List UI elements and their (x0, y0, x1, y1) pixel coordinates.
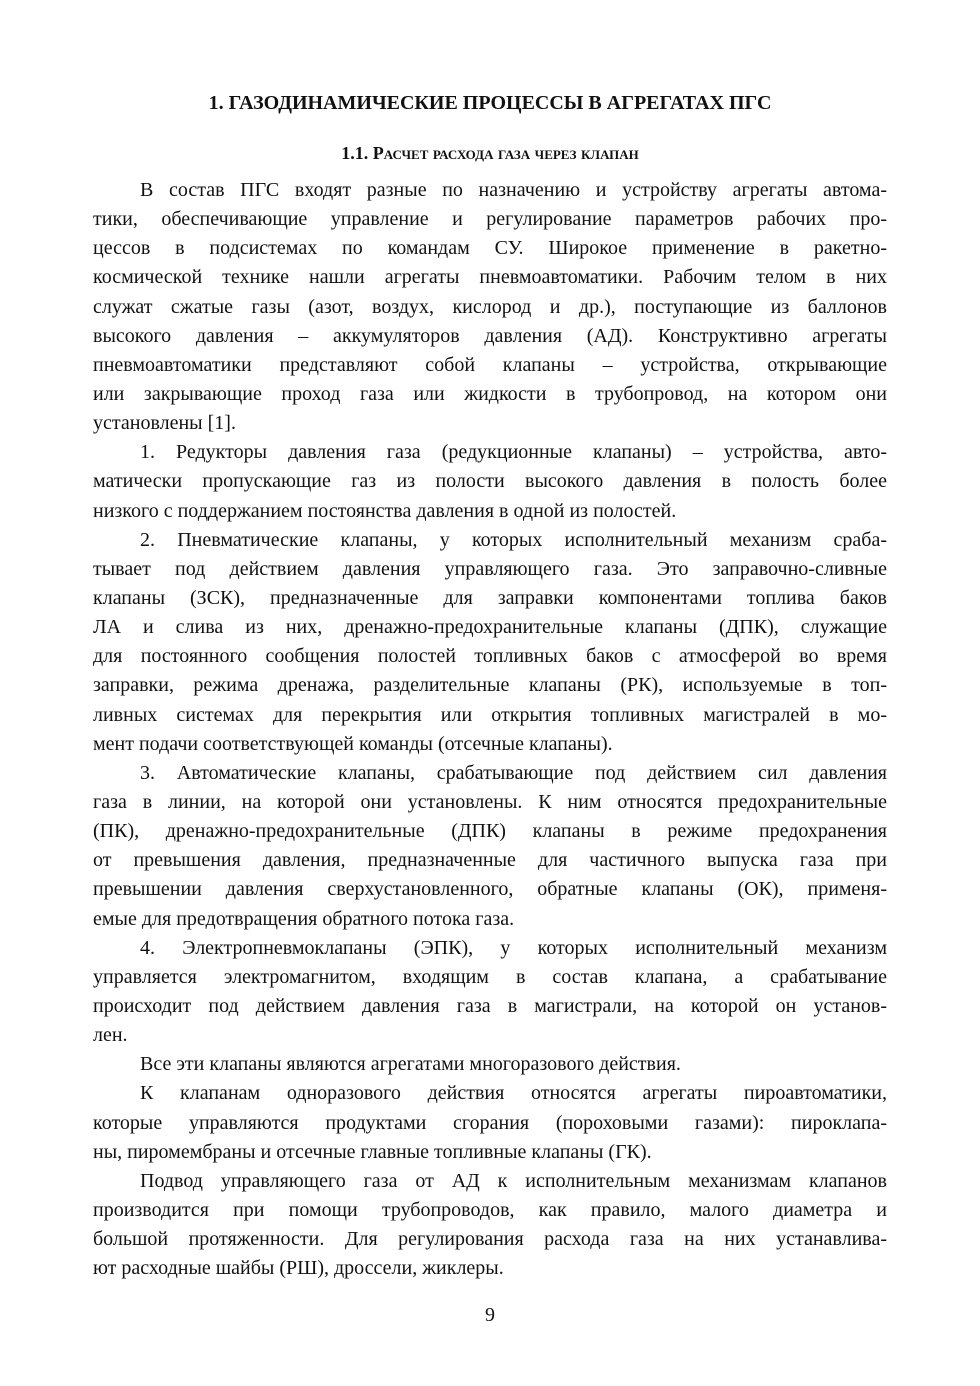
section-title: 1.1. Расчет расхода газа через клапан (341, 143, 639, 163)
paragraph-line: 3. Автоматические клапаны, срабатывающие под действием сил давления (140, 761, 887, 784)
paragraph-line: высокого давления – аккумуляторов давления (АД). Конструктивно агрегаты (93, 324, 887, 347)
paragraph-line: происходит под действием давления газа в магистрали, на которой он установ- (93, 994, 887, 1017)
paragraph-line: клапаны (ЗСК), предназначенные для заправки компонентами топлива баков (93, 586, 887, 609)
paragraph-line: мент подачи соответствующей команды (отсечные клапаны). (93, 732, 613, 755)
paragraph-line: ны, пиромембраны и отсечные главные топливные клапаны (ГК). (93, 1140, 652, 1163)
paragraph-line: емые для предотвращения обратного потока газа. (93, 907, 515, 930)
paragraph-line: 2. Пневматические клапаны, у которых исполнительный механизм сраба- (140, 528, 887, 551)
paragraph-line: или закрывающие проход газа или жидкости в трубопровод, на котором они (93, 382, 887, 405)
paragraph-line: 4. Электропневмоклапаны (ЭПК), у которых исполнительный механизм (140, 936, 887, 959)
page-number: 9 (485, 1304, 495, 1326)
paragraph-line: управляется электромагнитом, входящим в состав клапана, а срабатывание (93, 965, 887, 988)
paragraph-line: ют расходные шайбы (РШ), дроссели, жиклеры. (93, 1257, 504, 1280)
paragraph-line: производится при помощи трубопроводов, как правило, малого диаметра и (93, 1198, 887, 1221)
paragraph-line: служат сжатые газы (азот, воздух, кислород и др.), поступающие из баллонов (93, 295, 887, 318)
paragraph-line: Все эти клапаны являются агрегатами многоразового действия. (140, 1053, 681, 1076)
paragraph-line: которые управляются продуктами сгорания (пороховыми газами): пироклапа- (93, 1111, 887, 1134)
paragraph-line: К клапанам одноразового действия относятся агрегаты пироавтоматики, (140, 1082, 887, 1105)
paragraph-line: пневмоавтоматики представляют собой клапаны – устройства, открывающие (93, 353, 887, 376)
paragraph-line: от превышения давления, предназначенные для частичного выпуска газа при (93, 849, 887, 872)
paragraph-line: для постоянного сообщения полостей топливных баков с атмосферой во время (93, 645, 887, 668)
paragraph-line: цессов в подсистемах по командам СУ. Широкое применение в ракетно- (93, 237, 887, 260)
paragraph-line: В состав ПГС входят разные по назначению и устройству агрегаты автома- (140, 179, 887, 201)
paragraph-line: ливных системах для перекрытия или открытия топливных магистралей в мо- (93, 703, 887, 726)
paragraph-line: матически пропускающие газ из полости высокого давления в полость более (93, 470, 887, 493)
paragraph-line: (ПК), дренажно-предохранительные (ДПК) клапаны в режиме предохранения (93, 820, 887, 843)
body-text (93, 176, 887, 1283)
paragraph-line: ЛА и слива из них, дренажно-предохранительные клапаны (ДПК), служащие (93, 616, 887, 639)
paragraph-line: превышении давления сверхустановленного, обратные клапаны (ОК), применя- (93, 878, 887, 901)
paragraph-line: тывает под действием давления управляющего газа. Это заправочно-сливные (93, 557, 887, 580)
paragraph-line: низкого с поддержанием постоянства давления в одной из полостей. (93, 499, 677, 522)
paragraph-line: Подвод управляющего газа от АД к исполнительным механизмам клапанов (140, 1169, 887, 1192)
paragraph-line: газа в линии, на которой они установлены. К ним относятся предохранительные (93, 790, 887, 813)
paragraph-line: лен. (93, 1024, 128, 1047)
paragraph-line: 1. Редукторы давления газа (редукционные клапаны) – устройства, авто- (140, 441, 887, 464)
paragraph-line: космической технике нашли агрегаты пневмоавтоматики. Рабочим телом в них (93, 266, 887, 289)
paragraph-line: установлены [1]. (93, 412, 236, 435)
paragraph-line: тики, обеспечивающие управление и регулирование параметров рабочих про- (93, 208, 887, 231)
paragraph-line: заправки, режима дренажа, разделительные клапаны (РК), используемые в топ- (93, 674, 887, 697)
chapter-title: 1. ГАЗОДИНАМИЧЕСКИЕ ПРОЦЕССЫ В АГРЕГАТАХ ПГС (208, 92, 772, 114)
paragraph-line: большой протяженности. Для регулирования расхода газа на них устанавлива- (93, 1228, 887, 1251)
